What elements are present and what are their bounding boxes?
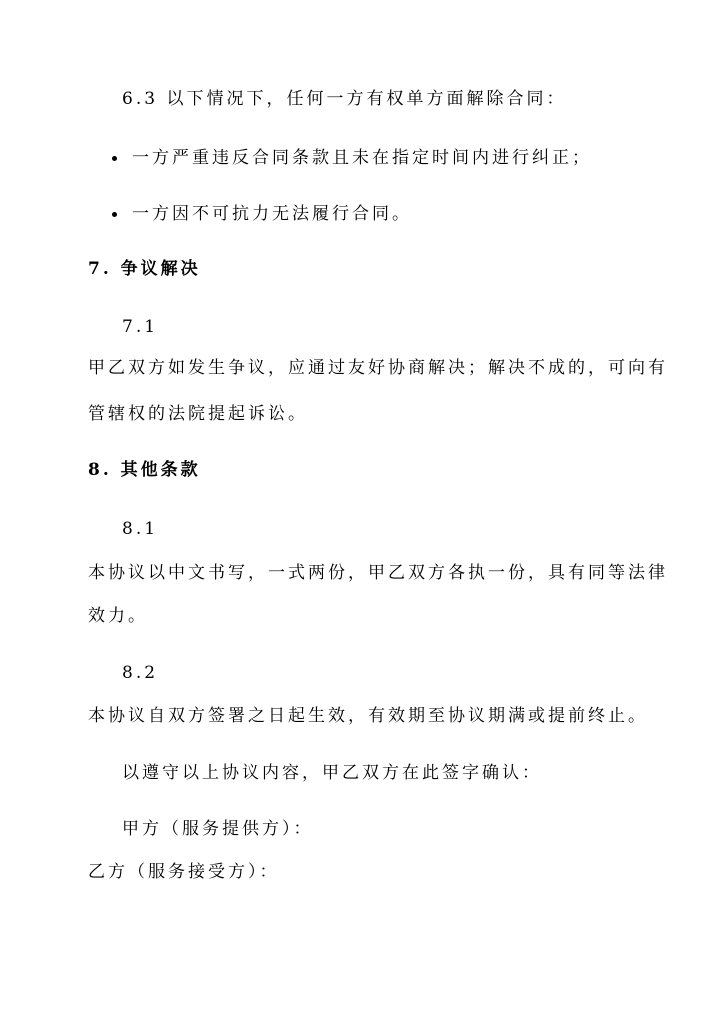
party-a-label: 甲方（服务提供方）： — [122, 819, 314, 839]
clause-8-2-text: 本协议自双方签署之日起生效，有效期至协议期满或提前终止。 — [88, 706, 648, 726]
clause-7-1-text-line-2: 管辖权的法院提起诉讼。 — [88, 404, 308, 424]
clause-8-2-number: 8.2 — [122, 663, 159, 683]
bullet-dot — [112, 156, 117, 161]
clause-7-1-number: 7.1 — [122, 317, 159, 337]
party-b-label: 乙方（服务接受方）： — [88, 862, 280, 882]
section-7-heading: 7. 争议解决 — [88, 259, 201, 279]
bullet-item-1: 一方严重违反合同条款且未在指定时间内进行纠正； — [132, 148, 592, 168]
clause-8-1-text-line-2: 效力。 — [88, 606, 148, 626]
clause-7-1-text-line-1: 甲乙双方如发生争议，应通过友好协商解决；解决不成的，可向有 — [88, 358, 668, 378]
clause-8-1-number: 8.1 — [122, 519, 159, 539]
bullet-dot — [112, 212, 117, 217]
bullet-item-2: 一方因不可抗力无法履行合同。 — [132, 204, 412, 224]
section-8-heading: 8. 其他条款 — [88, 460, 201, 480]
confirmation-text: 以遵守以上协议内容，甲乙双方在此签字确认： — [122, 763, 542, 783]
clause-6-3-intro: 6.3 以下情况下，任何一方有权单方面解除合同： — [122, 89, 567, 109]
clause-8-1-text-line-1: 本协议以中文书写，一式两份，甲乙双方各执一份，具有同等法律 — [88, 563, 668, 583]
